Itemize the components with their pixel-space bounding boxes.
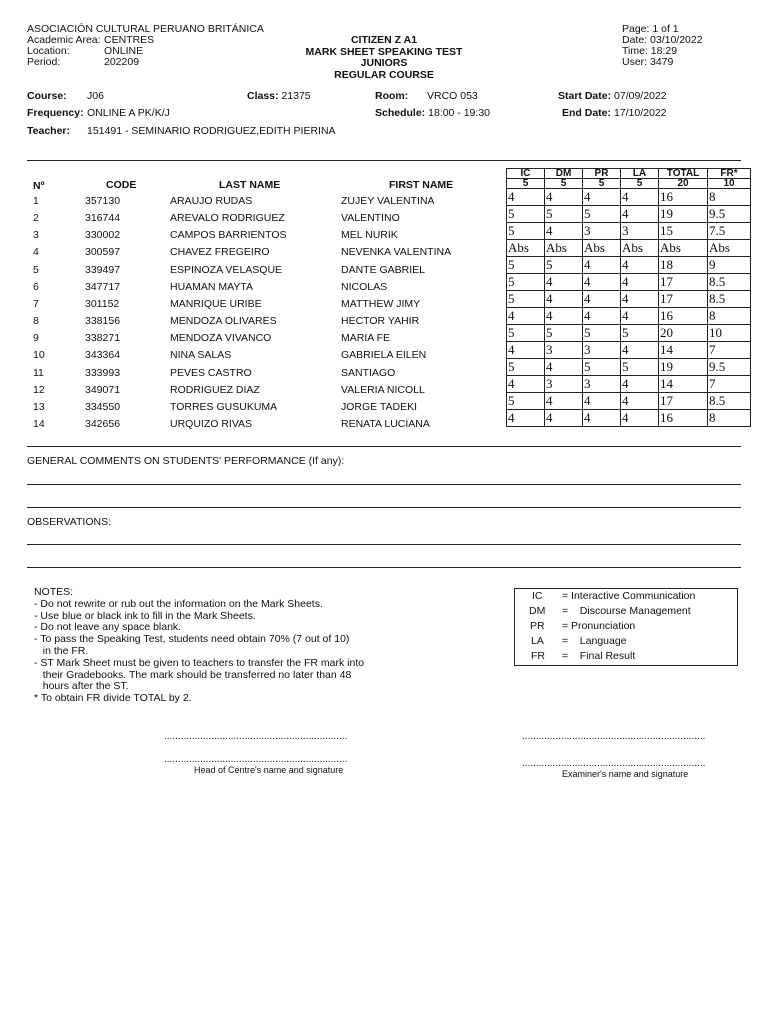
score-cell: 19 xyxy=(659,206,708,223)
score-cell: 4 xyxy=(583,308,621,325)
student-first-name: SANTIAGO xyxy=(341,366,396,379)
score-row xyxy=(507,393,751,410)
score-cell: 5 xyxy=(507,223,545,240)
table-top-rule xyxy=(27,160,741,161)
report-date: Date: 03/10/2022 xyxy=(622,34,703,46)
score-cell: 3 xyxy=(583,342,621,359)
teacher-label: Teacher: xyxy=(27,125,70,137)
score-col-max: 5 xyxy=(507,179,545,189)
score-cell: 3 xyxy=(583,223,621,240)
score-row xyxy=(507,342,751,359)
row-number: 12 xyxy=(33,383,45,396)
student-code: 333993 xyxy=(85,366,121,379)
score-cell: 5 xyxy=(507,257,545,274)
score-row xyxy=(507,189,751,206)
score-cell: 8 xyxy=(708,189,751,206)
student-last-name: TORRES GUSUKUMA xyxy=(170,400,278,413)
table-bottom-rule xyxy=(27,446,741,447)
score-cell: 4 xyxy=(545,223,583,240)
score-cell: 8.5 xyxy=(708,393,751,410)
row-number: 7 xyxy=(33,297,39,310)
score-cell: 5 xyxy=(507,274,545,291)
head-signature-line-1: .................................................................. xyxy=(164,731,348,742)
row-number: 3 xyxy=(33,229,39,242)
class-label: Class: xyxy=(247,90,279,102)
score-cell: 4 xyxy=(545,291,583,308)
score-row xyxy=(507,206,751,223)
score-cell: 5 xyxy=(583,206,621,223)
schedule-label: Schedule: xyxy=(375,107,426,119)
student-first-name: DANTE GABRIEL xyxy=(341,263,426,276)
score-cell: 7 xyxy=(708,376,751,393)
score-cell: 5 xyxy=(621,325,659,342)
student-code: 343364 xyxy=(85,349,121,362)
score-cell: Abs xyxy=(659,240,708,257)
score-col-max: 10 xyxy=(708,179,751,189)
score-cell: 5 xyxy=(507,206,545,223)
score-cell: 4 xyxy=(545,308,583,325)
title-line-1: CITIZEN Z A1 xyxy=(350,34,418,46)
row-number: 13 xyxy=(33,400,45,413)
student-last-name: ARAUJO RUDAS xyxy=(170,195,253,207)
score-col-header: LA xyxy=(621,169,659,179)
student-first-name: MEL NURIK xyxy=(341,229,398,242)
score-cell: 9.5 xyxy=(708,359,751,376)
note-line: * To obtain FR divide TOTAL by 2. xyxy=(34,692,192,705)
title-line-3: JUNIORS xyxy=(360,57,408,69)
score-cell: 16 xyxy=(659,308,708,325)
score-cell: 4 xyxy=(621,410,659,427)
student-first-name: RENATA LUCIANA xyxy=(341,417,430,430)
observations-line-1 xyxy=(27,544,741,545)
score-col-max: 5 xyxy=(621,179,659,189)
legend-desc-pr: = Pronunciation xyxy=(562,620,636,632)
sheet-title xyxy=(284,35,484,81)
row-number: 8 xyxy=(33,315,39,328)
head-signature-label: Head of Centre's name and signature xyxy=(194,765,344,775)
student-first-name: VALENTINO xyxy=(341,212,400,225)
col-header-last-name: LAST NAME xyxy=(219,179,281,191)
student-last-name: CHAVEZ FREGEIRO xyxy=(170,246,270,259)
col-header-first-name: FIRST NAME xyxy=(389,179,454,191)
academic-area-value: CENTRES xyxy=(104,34,155,46)
score-cell: 16 xyxy=(659,410,708,427)
student-code: 300597 xyxy=(85,246,121,259)
room-label: Room: xyxy=(375,90,409,102)
course-label: Course: xyxy=(27,90,67,102)
score-cell: 4 xyxy=(507,376,545,393)
score-cell: 4 xyxy=(583,410,621,427)
score-cell: 5 xyxy=(507,359,545,376)
score-cell: 4 xyxy=(545,393,583,410)
frequency-value: ONLINE A PK/K/J xyxy=(87,107,170,119)
abbreviation-legend xyxy=(514,588,738,666)
score-row xyxy=(507,410,751,427)
legend-abbr-pr: PR xyxy=(530,620,545,632)
page-number: Page: 1 of 1 xyxy=(622,23,679,35)
score-cell: Abs xyxy=(708,240,751,257)
score-row xyxy=(507,257,751,274)
student-first-name: NICOLAS xyxy=(341,280,388,293)
score-cell: 18 xyxy=(659,257,708,274)
score-cell: 3 xyxy=(545,376,583,393)
score-row xyxy=(507,325,751,342)
score-cell: 16 xyxy=(659,189,708,206)
student-last-name: RODRIGUEZ DIAZ xyxy=(170,383,260,396)
student-last-name: MANRIQUE URIBE xyxy=(170,297,262,310)
schedule-value: 18:00 - 19:30 xyxy=(428,107,490,119)
legend-desc-dm: = Discourse Management xyxy=(562,605,691,617)
score-row xyxy=(507,308,751,325)
student-last-name: PEVES CASTRO xyxy=(170,366,252,379)
student-code: 330002 xyxy=(85,229,121,242)
score-cell: 9.5 xyxy=(708,206,751,223)
student-last-name: MENDOZA OLIVARES xyxy=(170,315,277,328)
student-last-name: ESPINOZA VELASQUE xyxy=(170,263,283,276)
score-cell: 4 xyxy=(621,393,659,410)
organization-name: ASOCIACIÓN CULTURAL PERUANO BRITÁNICA xyxy=(27,23,264,35)
academic-area-label: Academic Area: xyxy=(27,34,101,46)
period-value: 202209 xyxy=(104,56,140,68)
score-cell: 4 xyxy=(507,189,545,206)
score-cell: 5 xyxy=(507,325,545,342)
title-line-2: MARK SHEET SPEAKING TEST xyxy=(305,45,463,58)
row-number: 10 xyxy=(33,349,45,362)
class-field xyxy=(247,90,311,102)
row-number: 2 xyxy=(33,212,39,225)
score-cell: 9 xyxy=(708,257,751,274)
row-number: 9 xyxy=(33,332,39,345)
score-col-header: TOTAL xyxy=(659,169,708,179)
score-cell: 4 xyxy=(545,189,583,206)
score-cell: 4 xyxy=(583,274,621,291)
score-cell: 5 xyxy=(545,257,583,274)
row-number: 14 xyxy=(33,417,45,430)
score-cell: 4 xyxy=(507,342,545,359)
score-col-header: DM xyxy=(545,169,583,179)
student-last-name: CAMPOS BARRIENTOS xyxy=(170,229,287,242)
examiner-signature-line-1: .................................................................. xyxy=(522,731,706,742)
score-cell: 4 xyxy=(621,291,659,308)
student-first-name: GABRIELA EILEN xyxy=(341,349,427,362)
score-cell: 4 xyxy=(621,274,659,291)
score-col-header: PR xyxy=(583,169,621,179)
student-code: 301152 xyxy=(85,297,120,310)
observations-label: OBSERVATIONS: xyxy=(27,516,112,528)
student-code: 338156 xyxy=(85,315,121,328)
score-cell: 4 xyxy=(545,410,583,427)
score-cell: 10 xyxy=(708,325,751,342)
legend-abbr-la: LA xyxy=(531,635,544,647)
row-number: 4 xyxy=(33,246,39,259)
note-line: in the FR. xyxy=(34,644,89,657)
legend-desc-ic: = Interactive Communication xyxy=(562,590,696,602)
class-value: 21375 xyxy=(281,90,311,102)
score-body xyxy=(507,189,751,427)
notes-title: NOTES: xyxy=(34,586,74,598)
student-first-name: NEVENKA VALENTINA xyxy=(341,246,452,259)
score-row xyxy=(507,274,751,291)
score-cell: 4 xyxy=(621,257,659,274)
examiner-signature-label: Examiner's name and signature xyxy=(562,769,689,779)
legend-abbr-fr: FR xyxy=(531,650,545,662)
score-cell: 4 xyxy=(621,308,659,325)
score-cell: 17 xyxy=(659,393,708,410)
legend-abbr-ic: IC xyxy=(532,590,543,602)
score-cell: 3 xyxy=(583,376,621,393)
student-first-name: JORGE TADEKI xyxy=(341,400,418,413)
student-last-name: NINA SALAS xyxy=(170,349,232,362)
title-line-4: REGULAR COURSE xyxy=(334,68,434,81)
comments-label: GENERAL COMMENTS ON STUDENTS' PERFORMANCE (If any): xyxy=(27,455,345,467)
score-col-max: 20 xyxy=(659,179,708,189)
score-cell: 4 xyxy=(621,189,659,206)
student-first-name: HECTOR YAHIR xyxy=(341,315,420,328)
header-left-fields xyxy=(27,34,155,68)
student-first-name: MARIA FE xyxy=(341,332,391,345)
start-date-value: 07/09/2022 xyxy=(614,90,667,102)
start-date-field xyxy=(558,90,667,102)
score-cell: 4 xyxy=(507,308,545,325)
score-cell: 8 xyxy=(708,410,751,427)
score-cell: 4 xyxy=(621,342,659,359)
user-id: User: 3479 xyxy=(622,56,674,68)
score-cell: 3 xyxy=(545,342,583,359)
score-cell: 4 xyxy=(583,393,621,410)
student-last-name: MENDOZA VIVANCO xyxy=(170,332,272,345)
comments-line-2 xyxy=(27,507,741,508)
note-line: - Do not rewrite or rub out the information on the Mark Sheets. xyxy=(34,597,323,610)
start-date-label: Start Date: xyxy=(558,90,612,102)
student-code: 339497 xyxy=(85,263,121,276)
student-first-name: MATTHEW JIMY xyxy=(341,297,421,310)
score-cell: Abs xyxy=(545,240,583,257)
col-header-no: Nº xyxy=(33,180,45,192)
score-row xyxy=(507,376,751,393)
student-code: 334550 xyxy=(85,400,121,413)
score-cell: 5 xyxy=(583,325,621,342)
score-cell: 5 xyxy=(545,206,583,223)
score-row xyxy=(507,359,751,376)
student-code: 316744 xyxy=(85,212,121,225)
student-last-name: URQUIZO RIVAS xyxy=(170,417,253,430)
end-date-value: 17/10/2022 xyxy=(613,107,667,119)
score-cell: 14 xyxy=(659,376,708,393)
score-cell: 4 xyxy=(583,257,621,274)
legend-desc-fr: = Final Result xyxy=(562,650,636,662)
room-value: VRCO 053 xyxy=(427,90,478,102)
score-cell: 8.5 xyxy=(708,291,751,308)
score-cell: 4 xyxy=(545,274,583,291)
note-line: hours after the ST. xyxy=(34,680,129,693)
score-cell: Abs xyxy=(507,240,545,257)
score-cell: 17 xyxy=(659,291,708,308)
score-cell: 3 xyxy=(621,223,659,240)
end-date-label: End Date: xyxy=(562,107,612,119)
notes-section xyxy=(34,587,364,705)
location-label: Location: xyxy=(27,45,70,57)
score-cell: 8.5 xyxy=(708,274,751,291)
head-signature-line-2: .................................................................. xyxy=(164,754,348,765)
row-number: 5 xyxy=(33,263,39,276)
student-code: 349071 xyxy=(85,383,121,396)
period-label: Period: xyxy=(27,56,61,68)
score-cell: 5 xyxy=(507,291,545,308)
score-cell: 5 xyxy=(545,325,583,342)
legend-abbr-dm: DM xyxy=(529,605,546,617)
score-cell: Abs xyxy=(583,240,621,257)
note-line: their Gradebooks. The mark should be transferred no later than 48 xyxy=(34,668,352,681)
location-value: ONLINE xyxy=(104,45,144,57)
col-header-code: CODE xyxy=(106,179,137,191)
examiner-signature-line-2: .................................................................. xyxy=(522,758,706,769)
score-table xyxy=(506,168,751,427)
note-line: - To pass the Speaking Test, students need obtain 70% (7 out of 10) xyxy=(34,633,350,646)
score-header-names xyxy=(507,169,751,179)
row-number: 11 xyxy=(33,366,44,379)
score-row xyxy=(507,240,751,257)
student-code: 347717 xyxy=(85,280,121,293)
score-cell: 4 xyxy=(545,359,583,376)
student-first-name: VALERIA NICOLL xyxy=(341,383,425,396)
student-last-name: HUAMAN MAYTA xyxy=(170,280,254,293)
note-line: - Do not leave any space blank. xyxy=(34,621,182,634)
score-cell: 5 xyxy=(583,359,621,376)
score-cell: 7 xyxy=(708,342,751,359)
score-col-max: 5 xyxy=(583,179,621,189)
course-value: J06 xyxy=(87,90,104,102)
score-cell: 20 xyxy=(659,325,708,342)
legend-desc-la: = Language xyxy=(562,635,627,647)
score-cell: 17 xyxy=(659,274,708,291)
score-cell: 4 xyxy=(507,410,545,427)
score-cell: 4 xyxy=(621,376,659,393)
row-number: 1 xyxy=(33,195,39,207)
end-date-field xyxy=(562,107,667,119)
score-cell: Abs xyxy=(621,240,659,257)
score-cell: 4 xyxy=(621,206,659,223)
schedule-field xyxy=(375,107,490,119)
teacher-value: 151491 - SEMINARIO RODRIGUEZ,EDITH PIERINA xyxy=(87,125,336,137)
score-cell: 8 xyxy=(708,308,751,325)
comments-line-1 xyxy=(27,484,741,485)
student-code: 357130 xyxy=(85,195,121,207)
score-col-max: 5 xyxy=(545,179,583,189)
note-line: - ST Mark Sheet must be given to teachers to transfer the FR mark into xyxy=(34,656,365,669)
student-code: 342656 xyxy=(85,417,121,430)
score-cell: 4 xyxy=(583,291,621,308)
score-cell: 15 xyxy=(659,223,708,240)
score-cell: 7.5 xyxy=(708,223,751,240)
observations-line-2 xyxy=(27,567,741,568)
score-col-header: IC xyxy=(507,169,545,179)
note-line: - Use blue or black ink to fill in the Mark Sheets. xyxy=(34,609,256,622)
student-first-name: ZUJEY VALENTINA xyxy=(341,195,435,207)
frequency-label: Frequency: xyxy=(27,107,84,119)
score-col-header: FR* xyxy=(708,169,751,179)
header-right-fields xyxy=(622,24,703,68)
score-cell: 4 xyxy=(583,189,621,206)
row-number: 6 xyxy=(33,280,39,293)
score-cell: 5 xyxy=(507,393,545,410)
score-row xyxy=(507,291,751,308)
report-time: Time: 18:29 xyxy=(622,45,678,57)
score-cell: 19 xyxy=(659,359,708,376)
score-row xyxy=(507,223,751,240)
student-code: 338271 xyxy=(85,332,121,345)
score-cell: 14 xyxy=(659,342,708,359)
score-cell: 5 xyxy=(621,359,659,376)
student-last-name: AREVALO RODRIGUEZ xyxy=(170,212,285,225)
score-header-max xyxy=(507,179,751,189)
